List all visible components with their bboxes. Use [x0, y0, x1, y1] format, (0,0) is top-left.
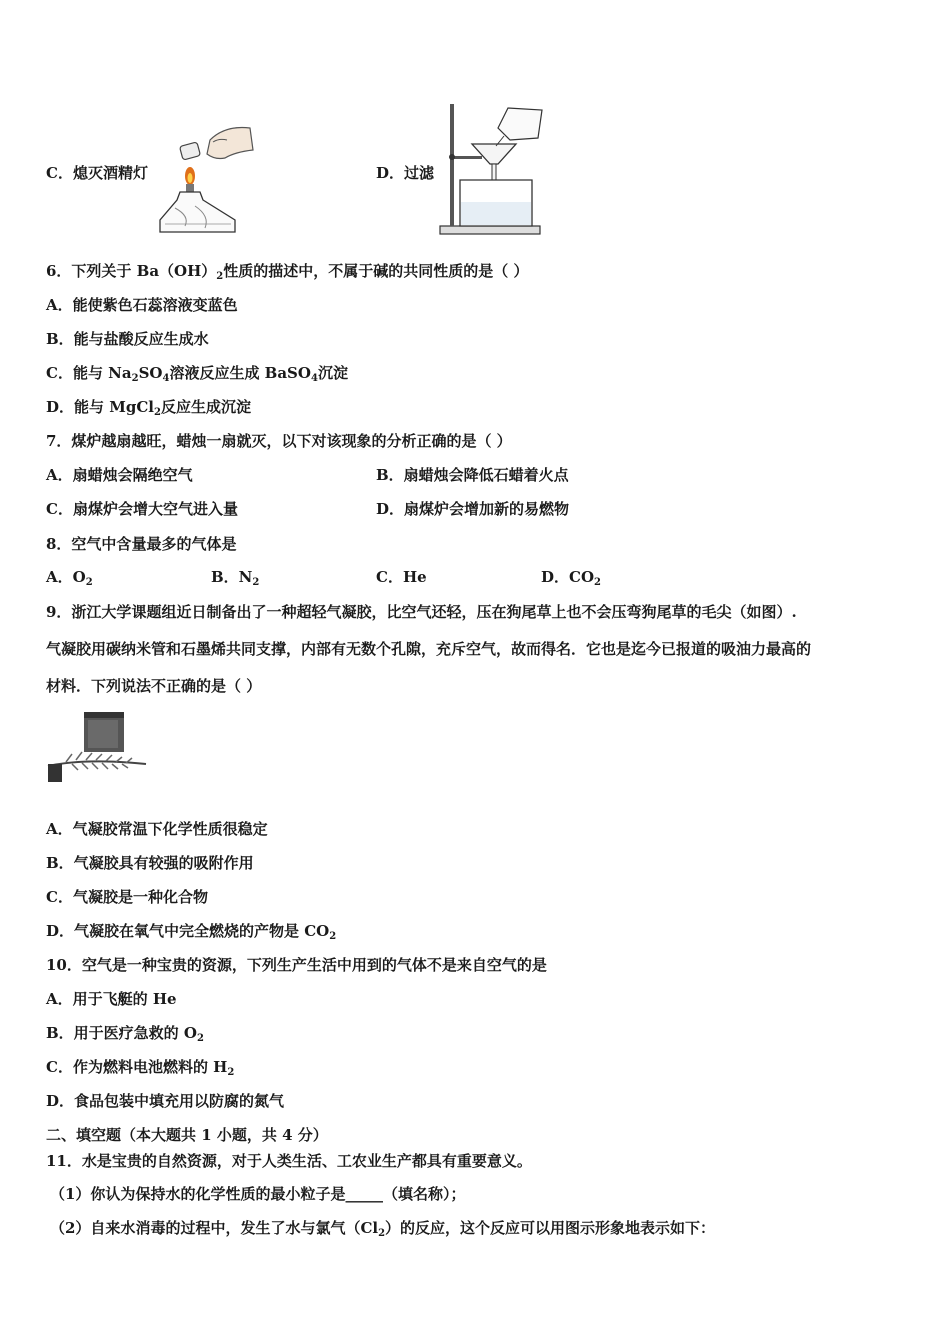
q7-option-c: C．扇煤炉会增大空气进入量	[46, 500, 238, 518]
text-part: C．作为燃料电池燃料的 H	[46, 1058, 228, 1076]
q10-option-a: A．用于飞艇的 He	[46, 990, 177, 1008]
text-part: C．能与 Na	[46, 364, 132, 382]
option-prefix: C．	[46, 164, 73, 182]
q9-option-a: A．气凝胶常温下化学性质很稳定	[46, 820, 268, 838]
q11-subquestion-1: （1）你认为保持水的化学性质的最小粒子是_____（填名称）；	[50, 1185, 466, 1203]
subscript: 2	[153, 407, 161, 418]
q8-option-a	[46, 567, 93, 593]
q10-stem: 10．空气是一种宝贵的资源，下列生产生活中用到的气体不是来自空气的是	[46, 956, 547, 974]
q10-option-c	[46, 1057, 234, 1083]
text-part: ）的反应，这个反应可以用图示形象地表示如下：	[385, 1219, 716, 1237]
q11-stem: 11．水是宝贵的自然资源，对于人类生活、工农业生产都具有重要意义。	[46, 1152, 532, 1170]
q10-option-d: D．食品包装中填充用以防腐的氮气	[46, 1092, 285, 1110]
text-part: 沉淀	[317, 364, 348, 382]
q6-option-c	[46, 363, 348, 389]
q5-option-c	[46, 163, 148, 183]
q9-option-b: B．气凝胶具有较强的吸附作用	[46, 854, 254, 872]
text-part: D．能与 MgCl	[46, 398, 154, 416]
text-part: 溶液反应生成 BaSO	[169, 364, 311, 382]
text-part: A．O	[46, 568, 86, 586]
q7-option-b: B．扇蜡烛会降低石蜡着火点	[376, 466, 569, 484]
q6-option-b: B．能与盐酸反应生成水	[46, 330, 209, 348]
subscript: 2	[196, 1033, 204, 1044]
subscript: 2	[594, 577, 601, 588]
q9-option-d	[46, 921, 336, 947]
aerogel-on-grass-figure	[46, 708, 150, 786]
q5-option-d	[376, 163, 434, 183]
subscript: 2	[329, 931, 337, 942]
subscript: 2	[227, 1067, 235, 1078]
filtration-apparatus-figure	[438, 98, 550, 238]
q7-stem: 7．煤炉越扇越旺，蜡烛一扇就灭，以下对该现象的分析正确的是（ ）	[46, 432, 512, 450]
q8-option-c: C．He	[376, 568, 427, 586]
text-part: B．N	[211, 568, 253, 586]
q6-option-a: A．能使紫色石蕊溶液变蓝色	[46, 296, 238, 314]
subscript: 2	[252, 577, 260, 588]
q6-stem	[46, 261, 529, 287]
text-part: D．CO	[541, 568, 595, 586]
text-part: B．用于医疗急救的 O	[46, 1024, 197, 1042]
option-text: 过滤	[404, 164, 435, 182]
q8-stem: 8．空气中含量最多的气体是	[46, 535, 237, 553]
q9-stem-line-1: 9．浙江大学课题组近日制备出了一种超轻气凝胶，比空气还轻，压在狗尾草上也不会压弯狗尾草的毛尖（如图）.	[46, 603, 797, 621]
option-prefix: D．	[376, 164, 405, 182]
subscript: 4	[310, 373, 318, 384]
subscript: 2	[131, 373, 139, 384]
subscript: 2	[85, 577, 93, 588]
subscript: 4	[162, 373, 170, 384]
section-title: 二、填空题（本大题共 1 小题，共 4 分）	[46, 1126, 328, 1144]
q10-option-b	[46, 1023, 204, 1049]
q7-option-a: A．扇蜡烛会隔绝空气	[46, 466, 193, 484]
alcohol-lamp-figure	[155, 120, 255, 238]
q8-option-d	[541, 567, 601, 593]
q7-option-d: D．扇煤炉会增加新的易燃物	[376, 500, 570, 518]
text-part: 反应生成沉淀	[160, 398, 251, 416]
q6-option-d	[46, 397, 251, 423]
option-text: 熄灭酒精灯	[72, 164, 148, 182]
text-part: （2）自来水消毒的过程中，发生了水与氯气（Cl	[50, 1219, 379, 1237]
q11-subquestion-2	[50, 1218, 715, 1244]
q9-stem-line-2: 气凝胶用碳纳米管和石墨烯共同支撑，内部有无数个孔隙，充斥空气，故而得名．它也是迄今已报道的吸油力最高的	[46, 640, 812, 658]
subscript: 2	[378, 1228, 386, 1239]
text-part: D．气凝胶在氧气中完全燃烧的产物是 CO	[46, 922, 330, 940]
q6-stem-part: 性质的描述中，不属于碱的共同性质的是（ ）	[223, 262, 529, 280]
q6-stem-part: 6．下列关于 Ba（OH）	[46, 262, 217, 280]
subscript: 2	[216, 271, 224, 282]
text-part: SO	[138, 364, 163, 382]
q8-option-b	[211, 567, 259, 593]
q9-option-c: C．气凝胶是一种化合物	[46, 888, 208, 906]
q9-stem-line-3: 材料．下列说法不正确的是（ ）	[46, 677, 262, 695]
